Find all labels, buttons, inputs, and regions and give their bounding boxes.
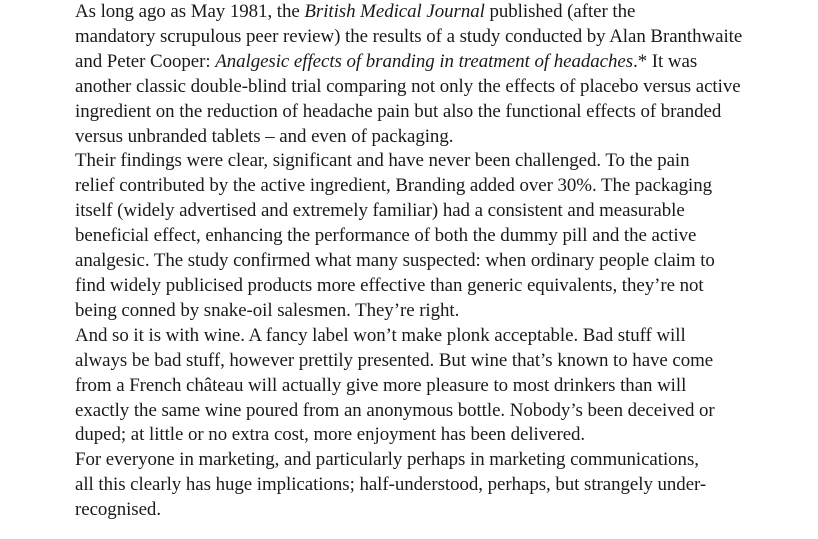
text-line [49, 349, 789, 374]
text-segment: all this clearly has huge implications; half-understood, perhaps, but strangely under- [75, 474, 707, 496]
text-segment: .* It was [633, 50, 698, 72]
text-line [49, 324, 789, 349]
text-line [49, 100, 789, 125]
text-line [49, 50, 789, 75]
document-page [49, 0, 789, 523]
text-line [49, 125, 789, 150]
text-line [49, 423, 789, 448]
text-segment: from a French château will actually give more pleasure to most drinkers than will [75, 374, 687, 396]
text-line [49, 448, 789, 473]
text-segment: analgesic. The study confirmed what many suspected: when ordinary people claim to [75, 250, 715, 272]
text-segment: itself (widely advertised and extremely familiar) had a consistent and measurable [75, 200, 685, 222]
paragraph [49, 324, 789, 449]
text-segment: versus unbranded tablets – and even of packaging. [75, 125, 454, 147]
text-line [49, 399, 789, 424]
paragraph [49, 448, 789, 523]
text-segment: Their findings were clear, significant and have never been challenged. To the pain [75, 150, 690, 172]
text-segment: beneficial effect, enhancing the performance of both the dummy pill and the active [75, 225, 697, 247]
paragraph [49, 0, 789, 149]
text-line [49, 199, 789, 224]
text-line [49, 224, 789, 249]
text-segment: As long ago as May 1981, the [75, 1, 305, 22]
text-segment: find widely publicised products more effective than generic equivalents, they’re not [75, 274, 704, 296]
text-line [49, 374, 789, 399]
paragraph [49, 149, 789, 323]
text-segment: For everyone in marketing, and particularly perhaps in marketing communications, [75, 449, 699, 471]
text-segment: being conned by snake-oil salesmen. They’re right. [75, 299, 460, 321]
text-segment: another classic double-blind trial comparing not only the effects of placebo versus active [75, 75, 741, 97]
italic-text: Analgesic effects of branding in treatment of headaches [215, 50, 634, 72]
text-segment: and Peter Cooper: [75, 50, 216, 72]
text-segment: mandatory scrupulous peer review) the results of a study conducted by Alan Branthwaite [75, 25, 743, 47]
text-line [49, 249, 789, 274]
text-line [49, 25, 789, 50]
text-segment: published (after the [484, 1, 636, 22]
text-segment: always be bad stuff, however prettily presented. But wine that’s known to have come [75, 349, 714, 371]
text-line [49, 473, 789, 498]
text-line [49, 0, 789, 25]
italic-text: British Medical Journal [304, 1, 485, 22]
text-line [49, 274, 789, 299]
text-line [49, 174, 789, 199]
text-line [49, 498, 789, 523]
text-segment: duped; at little or no extra cost, more enjoyment has been delivered. [75, 424, 586, 446]
text-line [49, 299, 789, 324]
text-segment: recognised. [75, 499, 161, 521]
text-segment: ingredient on the reduction of headache pain but also the functional effects of branded [75, 100, 722, 122]
text-segment: relief contributed by the active ingredient, Branding added over 30%. The packaging [75, 175, 713, 197]
text-segment: exactly the same wine poured from an anonymous bottle. Nobody’s been deceived or [75, 399, 715, 421]
text-line [49, 75, 789, 100]
text-line [49, 149, 789, 174]
text-segment: And so it is with wine. A fancy label won’t make plonk acceptable. Bad stuff will [75, 324, 686, 346]
